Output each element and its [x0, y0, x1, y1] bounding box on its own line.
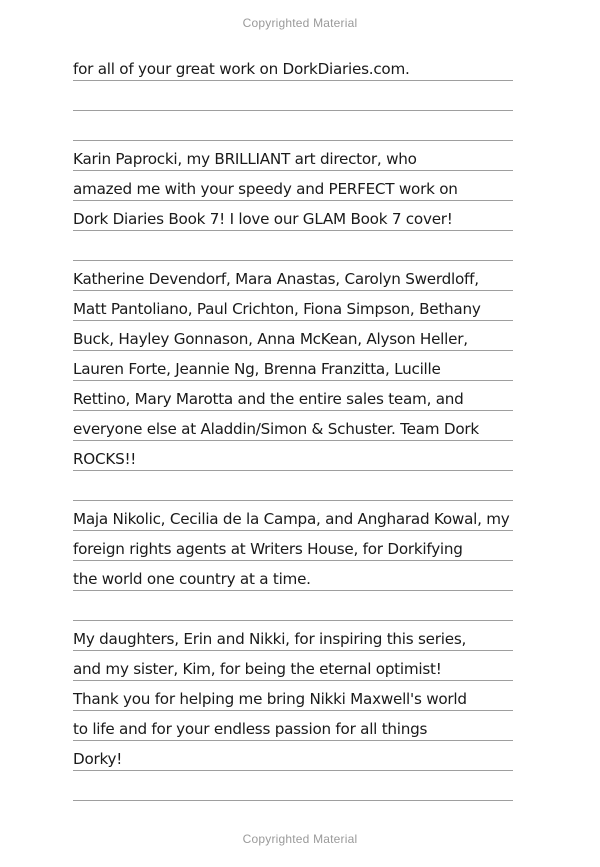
text-line: Thank you for helping me bring Nikki Maxwell's world — [73, 681, 513, 711]
text-line: Maja Nikolic, Cecilia de la Campa, and Angharad Kowal, my — [73, 501, 513, 531]
text-line — [73, 471, 513, 501]
text-line: Matt Pantoliano, Paul Crichton, Fiona Simpson, Bethany — [73, 291, 513, 321]
text-line: Dork Diaries Book 7! I love our GLAM Book 7 cover! — [73, 201, 513, 231]
text-line: Buck, Hayley Gonnason, Anna McKean, Alyson Heller, — [73, 321, 513, 351]
text-line: ROCKS!! — [73, 441, 513, 471]
text-line: Lauren Forte, Jeannie Ng, Brenna Franzitta, Lucille — [73, 351, 513, 381]
text-line: Rettino, Mary Marotta and the entire sales team, and — [73, 381, 513, 411]
text-line: Karin Paprocki, my BRILLIANT art director, who — [73, 141, 513, 171]
text-line: Katherine Devendorf, Mara Anastas, Carolyn Swerdloff, — [73, 261, 513, 291]
text-line — [73, 591, 513, 621]
text-line: everyone else at Aladdin/Simon & Schuster. Team Dork — [73, 411, 513, 441]
copyright-watermark-top: Copyrighted Material — [242, 16, 358, 30]
text-line: amazed me with your speedy and PERFECT work on — [73, 171, 513, 201]
lined-page — [73, 51, 513, 801]
text-line: Dorky! — [73, 741, 513, 771]
text-line — [73, 771, 513, 801]
text-line: for all of your great work on DorkDiaries.com. — [73, 51, 513, 81]
text-line: and my sister, Kim, for being the eternal optimist! — [73, 651, 513, 681]
text-line: the world one country at a time. — [73, 561, 513, 591]
text-line — [73, 231, 513, 261]
text-line: My daughters, Erin and Nikki, for inspiring this series, — [73, 621, 513, 651]
text-line — [73, 81, 513, 111]
text-line — [73, 111, 513, 141]
text-line: to life and for your endless passion for all things — [73, 711, 513, 741]
copyright-watermark-bottom: Copyrighted Material — [242, 832, 358, 846]
text-line: foreign rights agents at Writers House, for Dorkifying — [73, 531, 513, 561]
